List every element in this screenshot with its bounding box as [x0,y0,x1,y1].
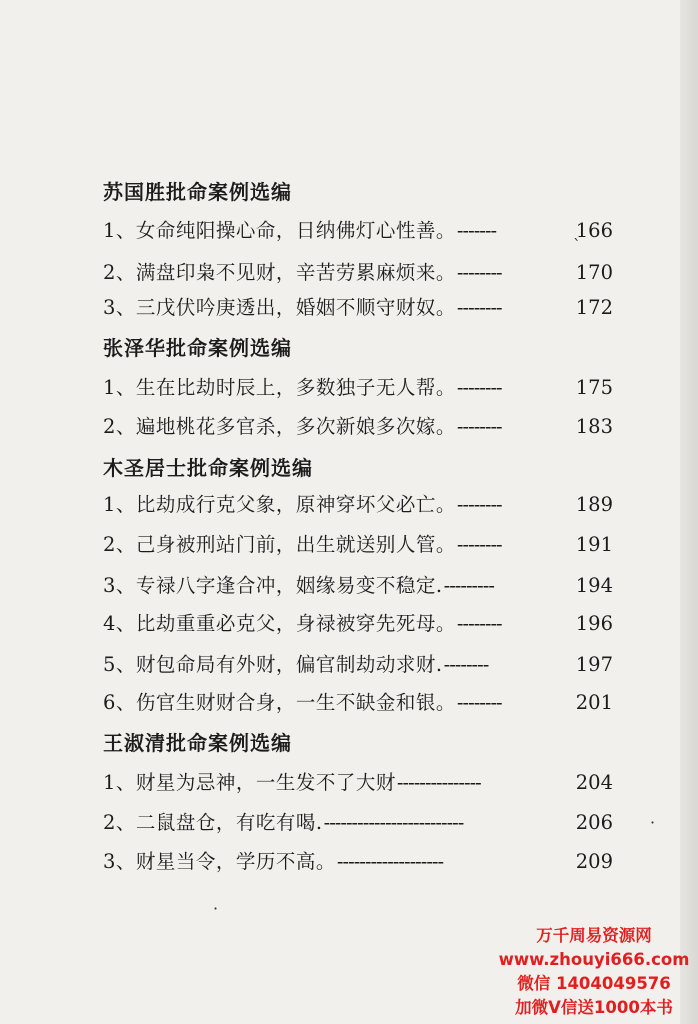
toc-entry [103,489,613,517]
watermark-wechat: 微信 1404049576 [517,974,671,993]
dot-leader: --------------- [396,771,481,794]
page-number: 206 [575,811,613,834]
section-title: 张泽华批命案例选编 [103,336,292,360]
toc-entry [103,608,613,636]
dot-leader: ------------------------- [323,811,464,834]
page-number: 189 [575,493,613,516]
dot-leader: -------- [456,691,502,714]
page-number: 183 [575,415,613,438]
watermark [490,924,698,1020]
ink-mark: ` [573,236,581,255]
dot-leader: -------- [456,612,502,635]
dot-leader: -------- [456,493,502,516]
entry-title: 6、伤官生财财合身，一生不缺金和银。 [103,691,456,714]
watermark-url: www.zhouyi666.com [498,950,690,969]
toc-entry [103,529,613,557]
page-number: 194 [575,574,613,597]
dot-leader: ------- [456,219,497,242]
section-title: 苏国胜批命案例选编 [103,180,292,204]
toc-entry [103,411,613,439]
toc-entry [103,807,613,835]
dot-leader: -------- [443,653,489,676]
page-number: 196 [575,612,613,635]
toc-entry [103,767,613,795]
entry-title: 1、生在比劫时辰上，多数独子无人帮。 [103,376,456,399]
watermark-site-name: 万千周易资源网 [536,926,652,945]
entry-title: 2、遍地桃花多官杀，多次新娘多次嫁。 [103,415,456,438]
page-number: 204 [575,771,613,794]
entry-title: 2、己身被刑站门前，出生就送别人管。 [103,533,456,556]
dot-leader: -------- [456,376,502,399]
toc-entry [103,215,613,243]
entry-title: 3、三戊伏吟庚透出，婚姻不顺守财奴。 [103,296,456,319]
toc-entry [103,570,613,598]
page-number: 170 [575,261,613,284]
entry-title: 2、二鼠盘仓，有吃有喝. [103,811,323,834]
entry-title: 2、满盘印枭不见财，辛苦劳累麻烦来。 [103,261,456,284]
entry-title: 1、比劫成行克父象，原神穿坏父必亡。 [103,493,456,516]
entry-title: 1、财星为忌神，一生发不了大财 [103,771,396,794]
toc-entry [103,687,613,715]
toc-entry [103,292,613,320]
entry-title: 1、女命纯阳操心命，日纳佛灯心性善。 [103,219,456,242]
entry-title: 3、财星当令，学历不高。 [103,850,336,873]
entry-title: 3、专禄八字逢合冲，姻缘易变不稳定. [103,574,443,597]
dot-leader: -------- [456,296,502,319]
dot-leader: -------- [456,261,502,284]
page-number: 166 [575,219,613,242]
section-title: 木圣居士批命案例选编 [103,456,313,480]
page-number: 197 [575,653,613,676]
page-number: 201 [575,691,613,714]
page-number: 175 [575,376,613,399]
toc-entry [103,846,613,874]
dot-leader: ------------------- [336,850,444,873]
watermark-promo: 加微V信送1000本书 [515,998,673,1017]
entry-title: 4、比劫重重必克父，身禄被穿先死母。 [103,612,456,635]
dot-leader: -------- [456,415,502,438]
dot-leader: -------- [456,533,502,556]
page-number: 209 [575,850,613,873]
page-number: 191 [575,533,613,556]
entry-title: 5、财包命局有外财，偏官制劫动求财. [103,653,443,676]
section-title: 王淑清批命案例选编 [103,731,292,755]
toc-entry [103,372,613,400]
toc-entry [103,257,613,285]
dot-leader: --------- [443,574,494,597]
toc-entry [103,649,613,677]
page-number: 172 [575,296,613,319]
ink-mark: · [650,813,656,832]
ink-mark: · [213,899,219,918]
